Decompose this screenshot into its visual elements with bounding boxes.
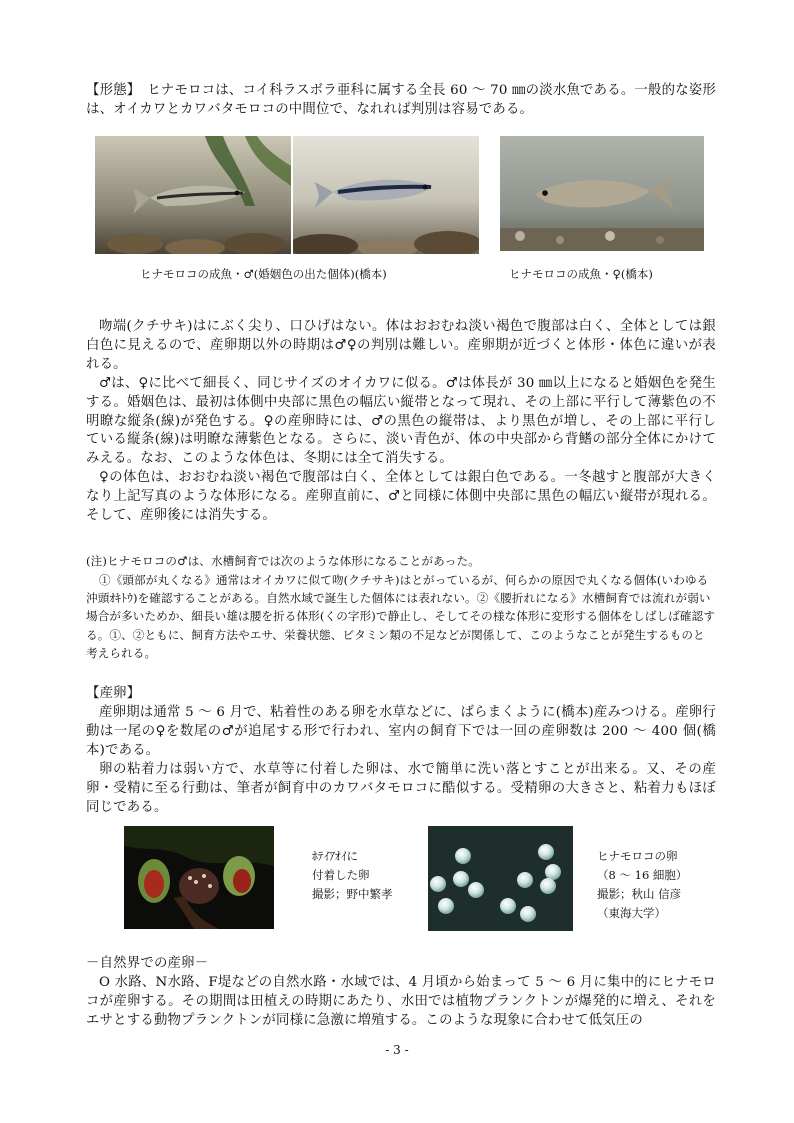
caption-eggs-on-plant-line-3: 撮影；野中繁孝 [312, 887, 393, 901]
note-heading: (注)ヒナモロコの♂は、水槽飼育では次のような体形になることがあった。 [86, 554, 480, 568]
eggs-on-water-hyacinth-photo [124, 826, 274, 929]
caption-male-fish: ヒナモロコの成魚・♂(婚姻色の出た個体)(橋本) [140, 267, 387, 281]
caption-eggs-on-plant [312, 847, 393, 904]
spawning-heading: 【産卵】 [86, 686, 141, 701]
body-paragraph-2: ♂は、♀に比べて細長く、同じサイズのオイカワに似る。♂は体長が 30 ㎜以上になると婚姻色を発生する。婚姻色は、最初は体側中央部に黒色の幅広い縦帯となって現れ、その上部に平行して薄紫色の不明瞭な縦条(線)が発色する。♀の産卵時には、♂の黒色の縦帯は、より黒色が増し、その上部に平行している縦条(線)は明瞭な薄紫色となる。さらに、淡い青色が、体の中央部から背鰭の部分全体にかけてみえる。なお、このような体色は、冬期には全て消失する。 [86, 376, 716, 467]
caption-eggs-on-plant-line-2: 付着した卵 [312, 868, 370, 882]
caption-fish-eggs-line-4: （東海大学） [597, 906, 666, 920]
spawning-paragraph-2: 卵の粘着力は弱い方で、水草等に付着した卵は、水で簡単に洗い落とすことが出来る。又、その産卵・受精に至る行動は、筆者が飼育中のカワバタモロコに酷似する。受精卵の大きさと、粘着力もほぼ同じである。 [86, 762, 716, 815]
caption-fish-eggs-line-2: （8 ～ 16 細胞） [597, 868, 688, 882]
caption-fish-eggs-line-1: ヒナモロコの卵 [597, 849, 678, 863]
page-number: - 3 - [385, 1043, 409, 1057]
caption-fish-eggs-line-3: 撮影；秋山 信彦 [597, 887, 682, 901]
caption-female-fish: ヒナモロコの成魚・♀(橋本) [509, 267, 653, 281]
form-paragraph: 【形態】 ヒナモロコは、コイ科ラスボラ亜科に属する全長 60 ～ 70 ㎜の淡水魚である。一般的な姿形は、オイカワとカワバタモロコの中間位で、なれれば判別は容易である。 [86, 83, 716, 117]
male-fish-photo-2 [293, 136, 479, 254]
note-detail: ①《頭部が丸くなる》通常はオイカワに似て吻(クチサキ)はとがっているが、何らかの原因で丸くなる個体(いわゆる沖頭ｵｷﾄｳ)を確認することがある。自然水域で誕生した個体には表れない。②《腰折れになる》水槽飼育では流れが弱い場合が多いためか、細長い雄は腰を折る体形(くの字形)で静止し、そしてその様な体形に変形する個体をしばしば確認する。①、②ともに、飼育方法やエサ、栄養状態、ビタミン類の不足などが関係して、このようなことが発生するものと考えられる。 [86, 573, 716, 660]
nature-paragraph: O 水路、N水路、F堤などの自然水路・水域では、4 月頃から始まって 5 ～ 6 月に集中的にヒナモロコが産卵する。その期間は田植えの時期にあたり、水田では植物プランクトンが爆発的に増え、それをエサとする動物プランクトンが同様に急激に増殖する。このような現象に合わせて低気圧の [86, 975, 716, 1028]
male-fish-photo-1 [95, 136, 291, 254]
fish-eggs-photo [428, 826, 573, 931]
caption-eggs-on-plant-line-1: ﾎﾃｲｱｵｲに [312, 849, 358, 863]
nature-heading: －自然界での産卵－ [86, 956, 209, 971]
caption-fish-eggs [597, 847, 687, 923]
body-paragraph-3: ♀の体色は、おおむね淡い褐色で腹部は白く、全体としては銀白色である。一冬越すと腹部が大きくなり上記写真のような体形になる。産卵直前に、♂と同様に体側中央部に黒色の幅広い縦帯が現れる。そして、産卵後には消失する。 [86, 470, 716, 523]
spawning-paragraph-1: 産卵期は通常 5 ～ 6 月で、粘着性のある卵を水草などに、ばらまくように(橋本)産みつける。産卵行動は一尾の♀を数尾の♂が追尾する形で行われ、室内の飼育下では一回の産卵数は 200 ～ 400 個(橋本)である。 [86, 705, 716, 758]
body-paragraph-1: 吻端(クチサキ)はにぶく尖り、口ひげはない。体はおおむね淡い褐色で腹部は白く、全体としては銀白色に見えるので、産卵期以外の時期は♂♀の判別は難しい。産卵期が近づくと体形・体色に違いが表れる。 [86, 319, 716, 372]
female-fish-photo [500, 136, 704, 251]
